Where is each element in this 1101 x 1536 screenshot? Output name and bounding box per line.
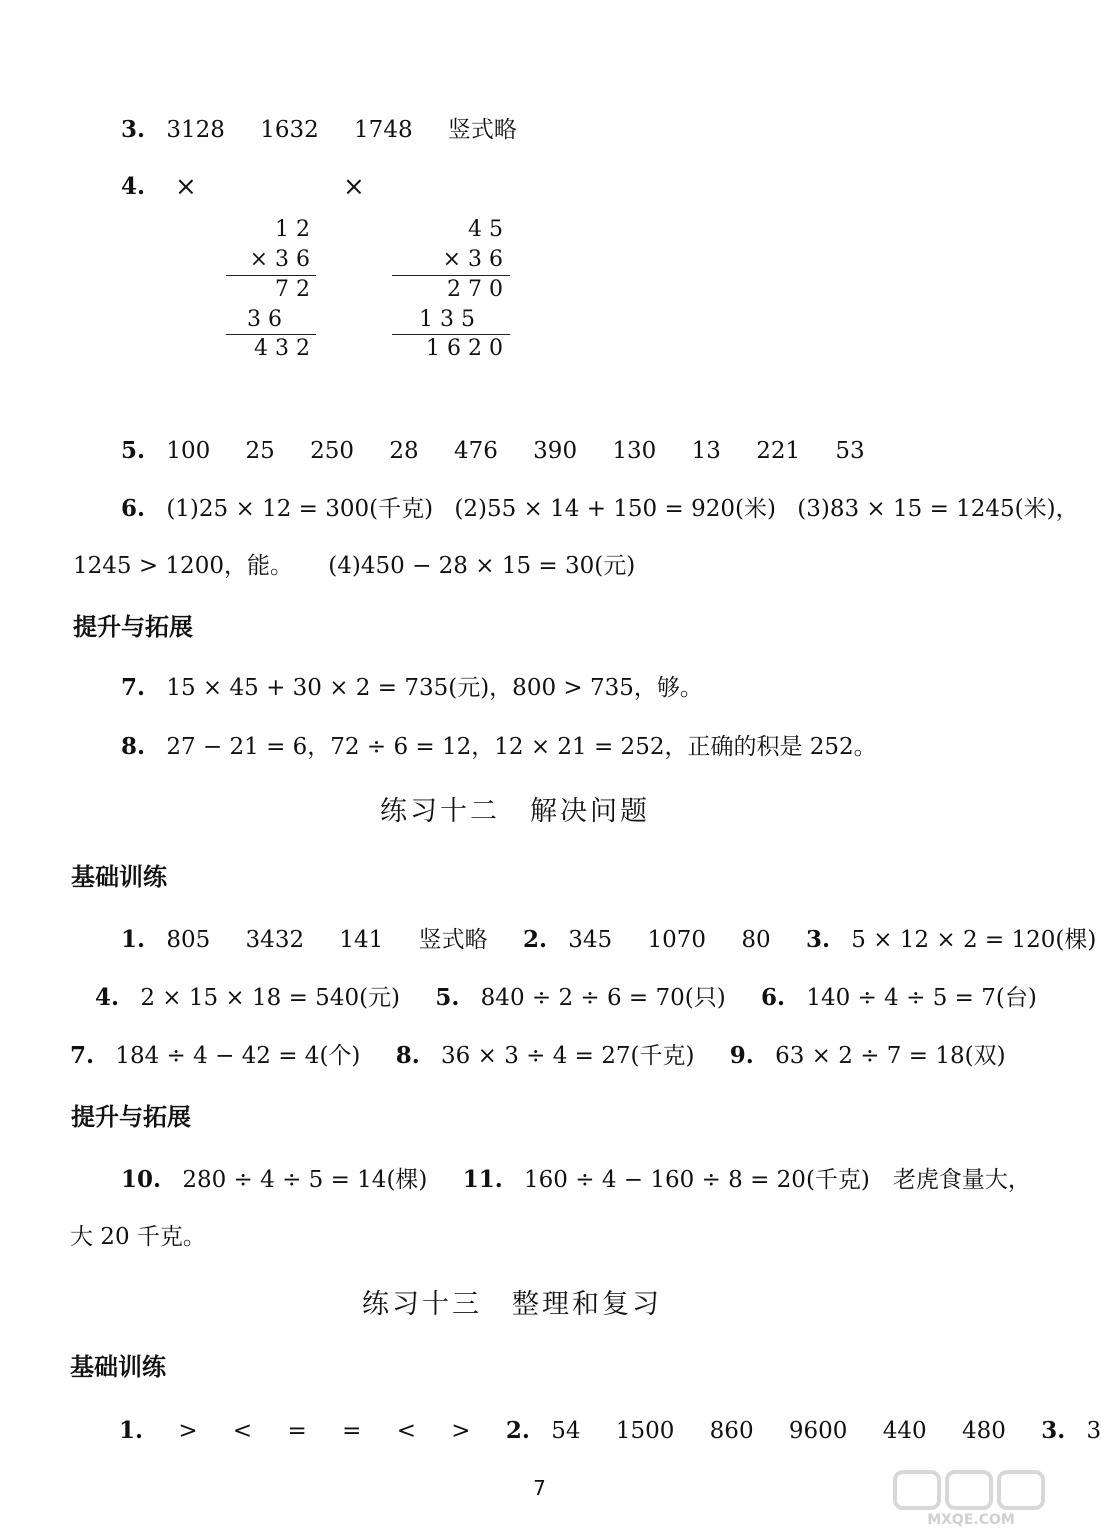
calc-row: 7 2: [275, 277, 310, 302]
q3-line: [121, 115, 517, 145]
calc-row: 1 6 2 0: [426, 336, 503, 361]
exercise-title: 练习十三 整理和复习: [362, 1289, 662, 1320]
vertical-calculation-2: [390, 215, 515, 365]
question-number: 8.: [395, 1042, 420, 1069]
answer: 1245 > 1200，能。: [73, 553, 293, 579]
answer: 840 ÷ 2 ÷ 6 = 70(只): [480, 985, 726, 1011]
q4-number: 4.: [121, 173, 146, 200]
answer: 27 − 21 = 6，72 ÷ 6 = 12，12 × 21 = 252，正确的积是 252。: [166, 734, 877, 760]
answer: 9600: [788, 1418, 848, 1444]
question-number: 7.: [121, 674, 146, 701]
question-number: 11.: [462, 1166, 503, 1193]
wrong-mark: ×: [175, 172, 197, 202]
answer: 3: [1086, 1418, 1101, 1444]
answer: =: [342, 1418, 362, 1444]
ex12-row-1: [121, 925, 1096, 955]
calc-row: 1 3 5: [419, 307, 475, 332]
q6-line-cont: [73, 551, 635, 581]
question-number: 5.: [435, 984, 460, 1011]
watermark-text: MXQE.COM: [927, 1512, 1015, 1528]
answer: (3)83 × 15 = 1245(米)，: [797, 496, 1079, 522]
answer: <: [396, 1418, 416, 1444]
answer: 221: [756, 438, 801, 464]
question-number: 10.: [121, 1166, 162, 1193]
answer: 141: [339, 927, 384, 953]
answer-note: 竖式略: [447, 117, 517, 143]
exercise-title: 练习十二 解决问题: [380, 796, 650, 827]
q5-line: [121, 436, 865, 466]
answer: 36 × 3 ÷ 4 = 27(千克): [441, 1043, 695, 1069]
answer: 860: [709, 1418, 754, 1444]
answer: 184 ÷ 4 − 42 = 4(个): [115, 1043, 361, 1069]
answer: 5 × 12 × 2 = 120(棵): [851, 927, 1097, 953]
watermark-logo: [891, 1468, 1051, 1528]
answer: =: [287, 1418, 307, 1444]
ex12-row-4: [121, 1165, 1031, 1195]
section-heading: 基础训练: [70, 1353, 166, 1381]
answer: 130: [612, 438, 657, 464]
answer: <: [232, 1418, 253, 1444]
answer: 440: [882, 1418, 927, 1444]
question-number: 2.: [522, 926, 547, 953]
answer: 1748: [354, 117, 413, 143]
section-heading: 提升与拓展: [71, 1103, 191, 1131]
question-number: 3.: [121, 116, 146, 143]
question-number: 7.: [70, 1042, 95, 1069]
answer: 25: [245, 438, 275, 464]
answer: 805: [166, 927, 211, 953]
question-number: 1.: [119, 1417, 144, 1444]
question-number: 8.: [121, 733, 146, 760]
answer: 100: [166, 438, 211, 464]
answer: 63 × 2 ÷ 7 = 18(双): [775, 1043, 1006, 1069]
wrong-mark: ×: [343, 172, 365, 202]
ex12-row-2: [95, 983, 1037, 1013]
answer: (4)450 − 28 × 15 = 30(元): [328, 553, 636, 579]
answer: 1070: [647, 927, 707, 953]
answer: 53: [835, 438, 865, 464]
question-number: 9.: [729, 1042, 754, 1069]
answer: 250: [310, 438, 355, 464]
page-number: 7: [533, 1476, 546, 1500]
answer: >: [178, 1418, 198, 1444]
question-number: 3.: [805, 926, 830, 953]
answer: 3432: [245, 927, 305, 953]
question-number: 3.: [1041, 1417, 1066, 1444]
answer: 480: [961, 1418, 1006, 1444]
ex12-row-4-cont: [70, 1222, 206, 1252]
question-number: 5.: [121, 437, 146, 464]
ex13-row-1: [119, 1416, 1101, 1446]
section-heading: 提升与拓展: [73, 613, 193, 641]
ex12-row-3: [70, 1041, 1006, 1071]
calc-row: × 3 6: [442, 247, 503, 272]
question-number: 4.: [95, 984, 120, 1011]
answer: 1500: [615, 1418, 675, 1444]
vertical-calculation-1: [222, 215, 322, 365]
calc-row: 4 3 2: [254, 336, 310, 361]
answer-note: 竖式略: [418, 927, 488, 953]
answer: 160 ÷ 4 − 160 ÷ 8 = 20(千克) 老虎食量大，: [524, 1167, 1031, 1193]
answer: 476: [453, 438, 498, 464]
calc-row: 1 2: [275, 217, 310, 242]
answer: 390: [533, 438, 578, 464]
question-number: 2.: [505, 1417, 530, 1444]
answer: 80: [741, 927, 771, 953]
answer: >: [451, 1418, 471, 1444]
calc-row: 4 5: [468, 217, 503, 242]
q6-line: [121, 494, 1079, 524]
answer: (2)55 × 14 + 150 = 920(米): [454, 496, 776, 522]
answer: 15 × 45 + 30 × 2 = 735(元)，800 > 735，够。: [166, 675, 703, 701]
answer: 54: [551, 1418, 581, 1444]
answer: (1)25 × 12 = 300(千克): [166, 496, 434, 522]
answer: 140 ÷ 4 ÷ 5 = 7(台): [806, 985, 1037, 1011]
question-number: 6.: [121, 495, 146, 522]
question-number: 1.: [121, 926, 146, 953]
section-heading: 基础训练: [71, 863, 167, 891]
calc-row: × 3 6: [249, 247, 310, 272]
answer: 1632: [260, 117, 319, 143]
answer: 345: [568, 927, 613, 953]
q7-line: [121, 673, 703, 703]
calc-row: 3 6: [247, 307, 282, 332]
answer: 3128: [166, 117, 225, 143]
calc-row: 2 7 0: [447, 277, 503, 302]
answer: 13: [691, 438, 721, 464]
answer: 大 20 千克。: [70, 1224, 206, 1250]
answer: 28: [389, 438, 419, 464]
answer: 280 ÷ 4 ÷ 5 = 14(棵): [182, 1167, 428, 1193]
answer: 2 × 15 × 18 = 540(元): [140, 985, 401, 1011]
watermark-icon: [891, 1468, 1051, 1528]
q8-line: [121, 732, 877, 762]
question-number: 6.: [761, 984, 786, 1011]
